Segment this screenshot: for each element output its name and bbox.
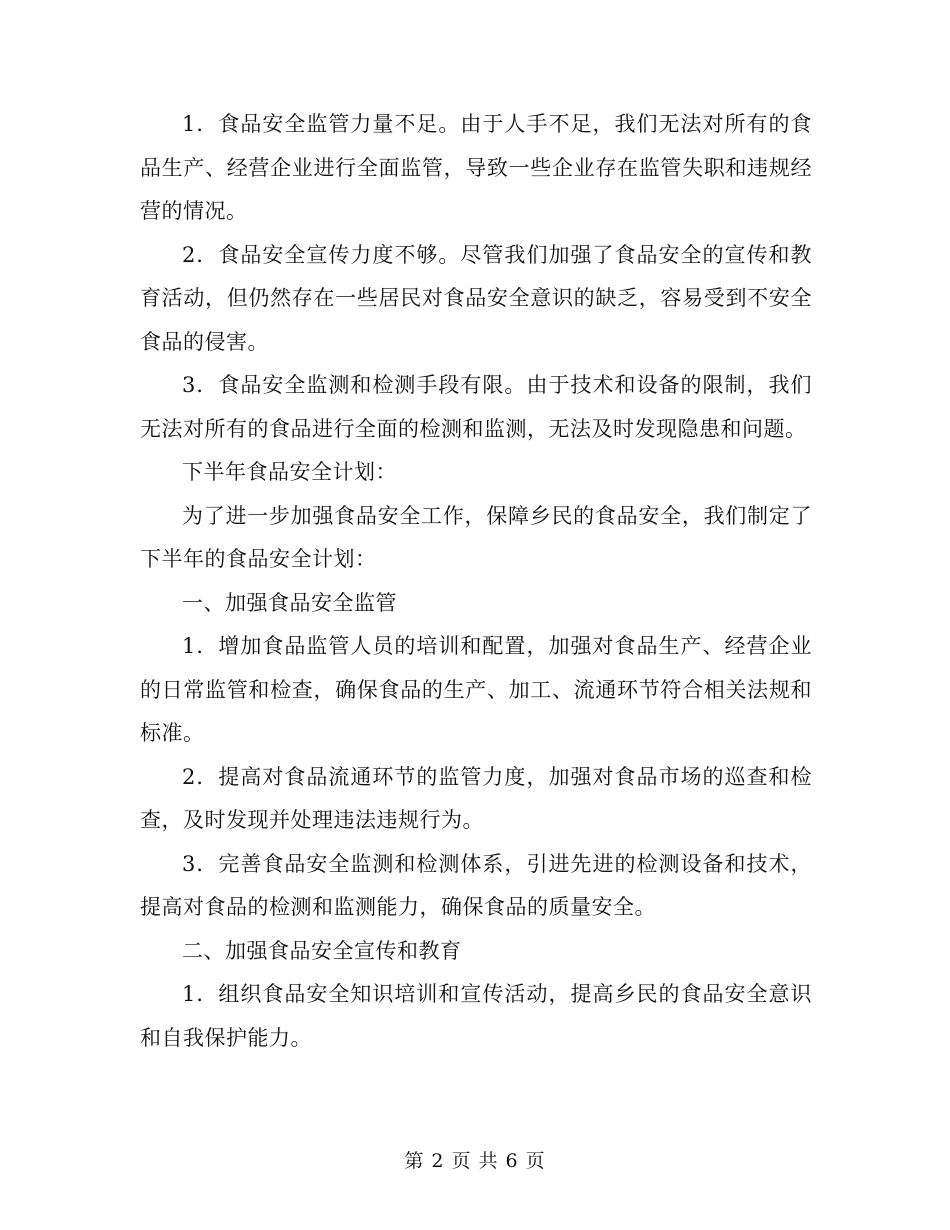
paragraph-supervision-2: 2．提高对食品流通环节的监管力度，加强对食品市场的巡查和检查，及时发现并处理违法违规行为。 <box>140 764 812 832</box>
page-number-footer: 第 2 页 共 6 页 <box>404 1150 546 1172</box>
document-body <box>140 103 812 1060</box>
paragraph-problem-3: 3．食品安全监测和检测手段有限。由于技术和设备的限制，我们无法对所有的食品进行全面的检测和监测，无法及时发现隐患和问题。 <box>140 373 812 441</box>
subheading-supervision: 一、加强食品安全监管 <box>182 590 397 615</box>
subheading-education: 二、加强食品安全宣传和教育 <box>182 938 462 963</box>
paragraph-problem-1: 1．食品安全监管力量不足。由于人手不足，我们无法对所有的食品生产、经营企业进行全面监管，导致一些企业存在监管失职和违规经营的情况。 <box>140 112 812 223</box>
paragraph-problem-2: 2．食品安全宣传力度不够。尽管我们加强了食品安全的宣传和教育活动，但仍然存在一些居民对食品安全意识的缺乏，容易受到不安全食品的侵害。 <box>140 242 812 354</box>
paragraph-supervision-3: 3．完善食品安全监测和检测体系，引进先进的检测设备和技术，提高对食品的检测和监测能力，确保食品的质量安全。 <box>140 851 812 919</box>
paragraph-plan-intro: 为了进一步加强食品安全工作，保障乡民的食品安全，我们制定了下半年的食品安全计划： <box>140 503 812 571</box>
paragraph-supervision-1: 1．增加食品监管人员的培训和配置，加强对食品生产、经营企业的日常监管和检查，确保食品的生产、加工、流通环节符合相关法规和标准。 <box>140 634 812 745</box>
section-heading-plan: 下半年食品安全计划： <box>182 460 397 484</box>
paragraph-education-1: 1．组织食品安全知识培训和宣传活动，提高乡民的食品安全意识和自我保护能力。 <box>140 982 812 1050</box>
